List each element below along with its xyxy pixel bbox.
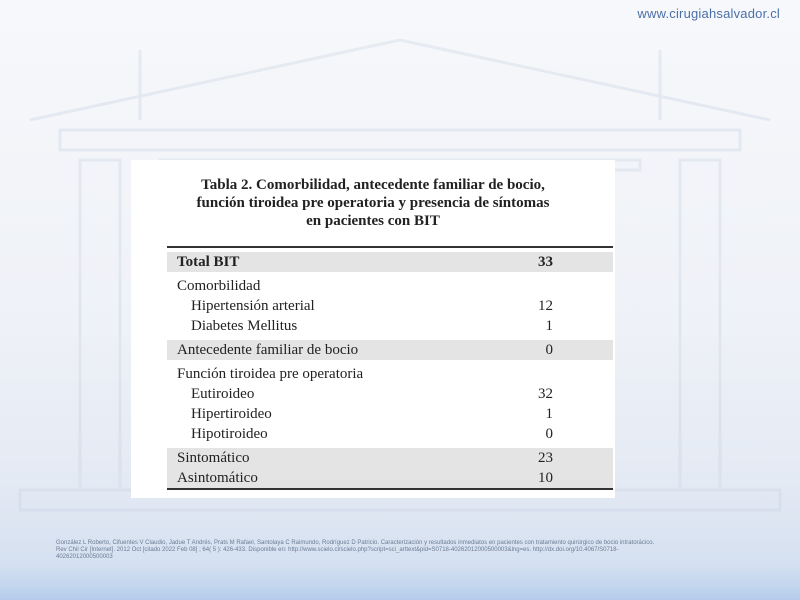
- row-label: Hipertiroideo: [191, 406, 272, 422]
- table-title-line-1: Tabla 2. Comorbilidad, antecedente familiar de bocio,: [201, 177, 545, 193]
- table-row: [167, 424, 613, 444]
- row-label: Antecedente familiar de bocio: [177, 342, 359, 358]
- row-value: 32: [538, 386, 553, 402]
- row-label: Hipotiroideo: [191, 426, 268, 442]
- row-value: 23: [538, 450, 553, 466]
- citation-line-1: González L Roberto, Cifuentes V Claudio, Jadue T Andrés, Prats M Rafael, Santolaya C Raimundo, Rodríguez D Patricio. Caracterización y resultados inmediatos en pacientes con tratamiento quirúrgico de bocio intratorácico.: [56, 540, 655, 546]
- row-label: Sintomático: [177, 450, 250, 466]
- citation-line-3: 40262012000500003: [56, 554, 113, 560]
- row-label: Asintomático: [177, 470, 258, 486]
- row-value: 12: [538, 298, 553, 314]
- citation: [56, 540, 768, 561]
- table-row-symptomatic: [167, 448, 613, 468]
- row-label: Hipertensión arterial: [191, 298, 315, 314]
- table-row-comorbidity-header: [167, 276, 613, 296]
- row-value: 33: [538, 254, 553, 270]
- table-title-line-3: en pacientes con BIT: [306, 213, 440, 229]
- citation-line-2: Rev Chil Cir [Internet]. 2012 Oct [citado 2022 Feb 08] ; 64( 5 ): 426-433. Disponible en: http://www.scielo.cl/scielo.php?script=sci_arttext&pid=S0718-40262012000500003&lng=es. http://dx.doi.org/10.4067/S0718-: [56, 547, 619, 553]
- table-row-family-history: [167, 340, 613, 360]
- table-row-thyroid-header: [167, 364, 613, 384]
- row-value: 1: [545, 318, 553, 334]
- table-row-total: [167, 252, 613, 272]
- table-panel: [131, 160, 615, 498]
- table-row: [167, 384, 613, 404]
- table-row: [167, 296, 613, 316]
- row-value: 0: [545, 426, 553, 442]
- row-label: Función tiroidea pre operatoria: [177, 366, 364, 382]
- row-label: Eutiroideo: [191, 386, 255, 402]
- footer-band: [0, 565, 800, 600]
- table-title-line-2: función tiroidea pre operatoria y presencia de síntomas: [196, 195, 550, 211]
- table-row: [167, 316, 613, 336]
- table-row-asymptomatic: [167, 468, 613, 488]
- row-value: 0: [545, 342, 553, 358]
- row-label: Comorbilidad: [177, 278, 261, 294]
- row-label: Diabetes Mellitus: [191, 318, 298, 334]
- table-row: [167, 404, 613, 424]
- row-value: 1: [545, 406, 553, 422]
- row-value: 10: [538, 470, 553, 486]
- data-table: [167, 246, 613, 490]
- table-title: [131, 176, 615, 230]
- site-url[interactable]: www.cirugiahsalvador.cl: [637, 6, 780, 21]
- row-label: Total BIT: [177, 254, 240, 270]
